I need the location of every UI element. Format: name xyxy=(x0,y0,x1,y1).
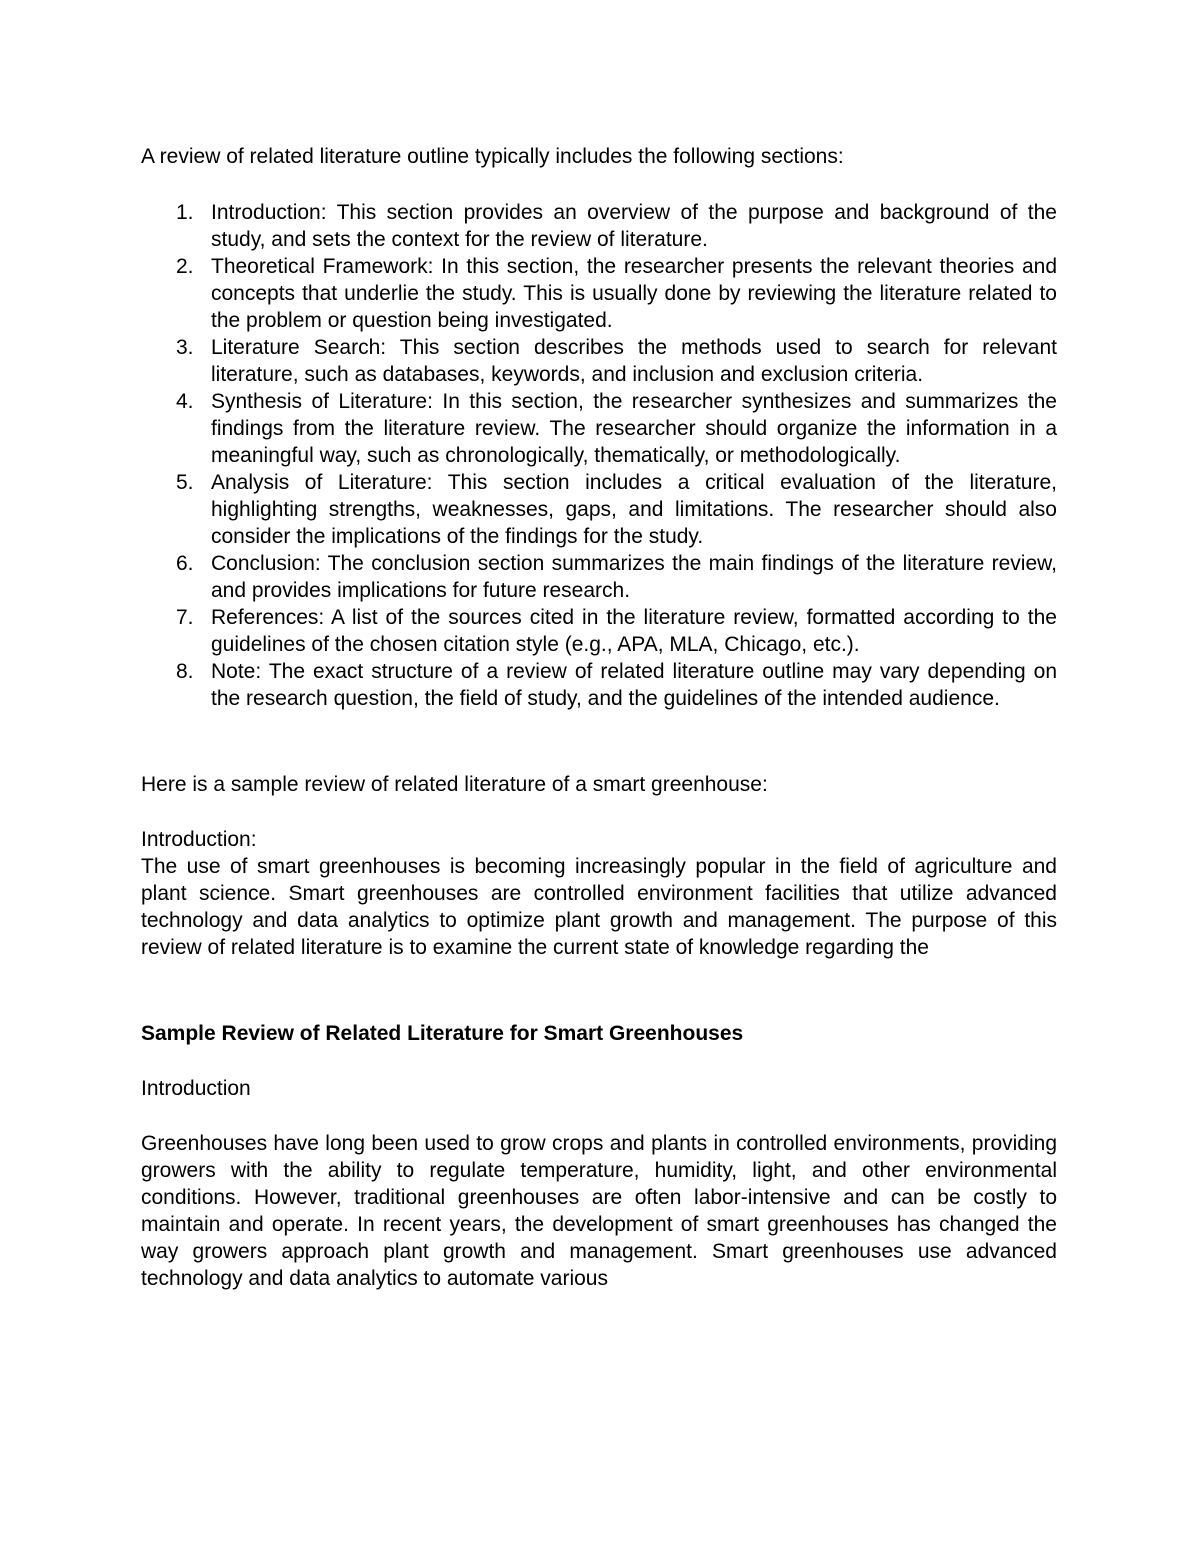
outline-item-note xyxy=(141,658,1057,712)
body-paragraph: Greenhouses have long been used to grow crops and plants in controlled environments, providing growers with the ability to regulate temperature, humidity, light, and other environmental conditions. However, traditional greenhouses are often labor-intensive and can be costly to maintain and operate. In recent years, the development of smart greenhouses has changed the way growers approach plant growth and management. Smart greenhouses use advanced technology and data analytics to automate various xyxy=(141,1132,1057,1290)
outline-item-text: Synthesis of Literature: In this section, the researcher synthesizes and summarizes the findings from the literature review. The researcher should organize the information in a meaningful way, such as chronologically, thematically, or methodologically. xyxy=(211,390,1057,467)
introduction-subheading: Introduction xyxy=(141,1077,251,1100)
outline-list xyxy=(141,199,1057,712)
outline-item-conclusion xyxy=(141,550,1057,604)
outline-item-number: 5. xyxy=(176,471,194,494)
outline-item-text: References: A list of the sources cited in the literature review, formatted according to the guidelines of the chosen citation style (e.g., APA, MLA, Chicago, etc.). xyxy=(211,606,1057,656)
introduction-paragraph: The use of smart greenhouses is becoming increasingly popular in the field of agriculture and plant science. Smart greenhouses are controlled environment facilities that utilize advanced technology and data analytics to optimize plant growth and management. The purpose of this review of related literature is to examine the current state of knowledge regarding the xyxy=(141,855,1057,959)
outline-item-number: 8. xyxy=(176,660,194,683)
outline-item-text: Conclusion: The conclusion section summarizes the main findings of the literature review, and provides implications for future research. xyxy=(211,552,1057,602)
outline-item-text: Introduction: This section provides an overview of the purpose and background of the study, and sets the context for the review of literature. xyxy=(211,201,1057,251)
outline-item-number: 3. xyxy=(176,336,194,359)
outline-intro-text: A review of related literature outline typically includes the following sections: xyxy=(141,145,844,168)
outline-item-text: Analysis of Literature: This section includes a critical evaluation of the literature, highlighting strengths, weaknesses, gaps, and limitations. The researcher should also consider the implications of the findings for the study. xyxy=(211,471,1057,548)
introduction-label: Introduction: xyxy=(141,828,257,851)
outline-item-references xyxy=(141,604,1057,658)
outline-item-text: Theoretical Framework: In this section, the researcher presents the relevant theories and concepts that underlie the study. This is usually done by reviewing the literature related to the problem or question being investigated. xyxy=(211,255,1057,332)
outline-item-number: 1. xyxy=(176,201,194,224)
outline-item-number: 7. xyxy=(176,606,194,629)
outline-item-number: 4. xyxy=(176,390,194,413)
outline-item-literature-search xyxy=(141,334,1057,388)
outline-item-number: 2. xyxy=(176,255,194,278)
outline-item-number: 6. xyxy=(176,552,194,575)
sample-intro-text: Here is a sample review of related literature of a smart greenhouse: xyxy=(141,773,768,796)
section-heading: Sample Review of Related Literature for Smart Greenhouses xyxy=(141,1022,744,1045)
document-content xyxy=(141,143,1057,1292)
outline-item-theoretical-framework xyxy=(141,253,1057,334)
outline-item-introduction xyxy=(141,199,1057,253)
outline-item-analysis xyxy=(141,469,1057,550)
outline-item-text: Literature Search: This section describes the methods used to search for relevant literature, such as databases, keywords, and inclusion and exclusion criteria. xyxy=(211,336,1057,386)
outline-item-text: Note: The exact structure of a review of related literature outline may vary depending on the research question, the field of study, and the guidelines of the intended audience. xyxy=(211,660,1057,710)
outline-item-synthesis xyxy=(141,388,1057,469)
